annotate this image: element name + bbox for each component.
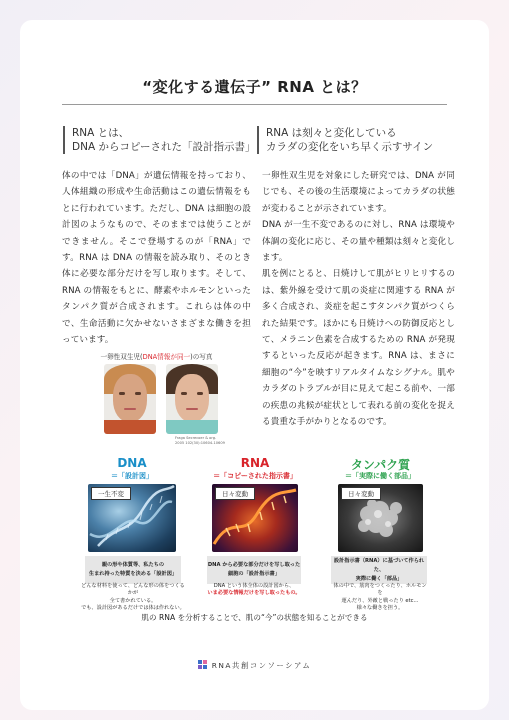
rna-description	[207, 556, 301, 584]
twin-photo-caption	[62, 351, 251, 361]
rna-under-line1: DNA という体全体の設計図から、	[213, 583, 295, 589]
rna-desc-line2: 細胞の「設計指示書」	[228, 571, 280, 577]
dna-tag: 一生不変	[91, 487, 131, 500]
tagline: 肌の RNA を分析することで、肌の“今”の状態を知ることができる	[141, 613, 368, 622]
photo-credit-line2: 2005 102(30):10604-10609	[175, 441, 225, 445]
caption-pre: 一卵性双生児(	[100, 353, 143, 361]
protein-subtitle: ＝「実際に働く部品」	[345, 472, 415, 480]
right-paragraph-2: DNA が一生不変であるのに対し、RNA は環境や体調の変化に応じ、その量や種類は刻々と変化します。	[262, 220, 455, 264]
dna-under-line2: 全て書かれている。	[109, 597, 157, 604]
right-heading-line2: カラダの変化をいち早く示すサイン	[266, 141, 434, 153]
dna-image	[88, 484, 176, 552]
rna-image	[212, 484, 298, 552]
protein-under-line1: 体の中で、筋肉をつくったり、ホルモンを	[333, 583, 427, 597]
protein-description	[331, 556, 427, 584]
right-paragraph-3: 肌を例にとると、日焼けして肌がヒリヒリするのは、紫外線を受けて肌の炎症に関連する RNA が多く合成され、炎症を起こすタンパク質がつくられた結果です。ほかにも日焼けへの防御反応として、メラニン色素を合成するための RNA が発現するといった反応が起きます。RNA は、まさに細胞の“今”を映すリアルタイムなシグナル。肌やカラダのトラブルが目に見えて起こる前や、一部の疾患の兆候が症状として表れる前の変化を捉える貴重な手がかりとなるのです。	[262, 269, 455, 428]
rna-desc-line1: DNA から必要な部分だけを写し取った	[207, 562, 301, 568]
left-section-heading	[63, 126, 262, 154]
left-paragraph-text: 体の中では「DNA」が遺伝情報を持っており、人体組織の形成や生命活動はこの遺伝情報をもとに行われています。ただし、DNA は細胞の設計図のようなもので、そのままでは使うことができません。そこで登場するのが「RNA」です。RNA は DNA の情報を読み取り、そのとき体に必要な部分だけを写し取ります。そして、RNA の情報をもとに、酵素やホルモンといったタンパク質が合成されます。これらは体の中で、生命活動に欠かせないさまざまな働きを担っています。	[62, 171, 251, 346]
protein-desc-line1: 設計指示書（RNA）に基づいて作られた、	[333, 557, 425, 573]
rna-subtitle: ＝「コピーされた指示書」	[213, 472, 297, 480]
protein-under-line2: 運んだり、外敵と戦ったり etc...	[341, 597, 419, 604]
right-paragraph-1: 一卵性双生児を対象にした研究では、DNA が同じでも、その後の生活環境によってカラダの状態が変わることが示されています。	[262, 171, 455, 214]
dna-title: DNA	[117, 456, 147, 470]
dna-under-line3: でも、設計図があるだけでは体は作れない。	[81, 605, 185, 612]
protein-explanation	[331, 583, 429, 613]
protein-image	[338, 484, 423, 552]
rna-title: RNA	[240, 456, 270, 470]
photo-credit	[175, 436, 225, 446]
page-title: “変化する遺伝子” RNA とは？	[142, 78, 367, 96]
protein-under-line3: 様々な働きを担う。	[356, 605, 404, 612]
consortium-logo-icon	[198, 660, 208, 669]
dna-under-line1: どんな材料を使って、どんな形の体をつくるかが	[81, 583, 185, 597]
right-heading-line1: RNA は刻々と変化している	[266, 127, 397, 139]
twin-photo-1	[104, 364, 156, 434]
photo-credit-line1: Fraga Secrecoer & org.	[175, 436, 217, 440]
caption-highlight: DNA情報が同一	[142, 353, 191, 361]
dna-desc-line2: 生まれ持った特質を決める「設計図」	[88, 571, 178, 577]
title-divider	[62, 104, 447, 105]
dna-subtitle: ＝「設計図」	[111, 472, 153, 480]
right-section-heading	[257, 126, 466, 154]
rna-tag: 日々変動	[215, 487, 255, 500]
left-paragraph	[62, 168, 251, 348]
protein-tag: 日々変動	[341, 487, 381, 500]
left-heading-line1: RNA とは、	[72, 127, 130, 139]
protein-desc-line2: 実際に働く「部品」	[355, 575, 403, 582]
footer	[0, 660, 509, 671]
dna-desc-line1: 親の形や体質等、私たちの	[101, 562, 165, 568]
dna-description	[85, 556, 181, 584]
right-paragraph	[262, 168, 455, 431]
consortium-name: RNA共創コンソーシアム	[211, 661, 312, 670]
left-heading-line2: DNA からコピーされた「設計指示書」	[72, 141, 256, 153]
caption-post: )の写真	[190, 353, 213, 361]
dna-explanation	[80, 583, 186, 613]
twin-photo-2	[166, 364, 218, 434]
protein-title: タンパク質	[350, 458, 411, 472]
rna-explanation	[207, 583, 301, 598]
rna-under-line2: いま必要な情報だけを写し取ったもの。	[207, 590, 301, 597]
